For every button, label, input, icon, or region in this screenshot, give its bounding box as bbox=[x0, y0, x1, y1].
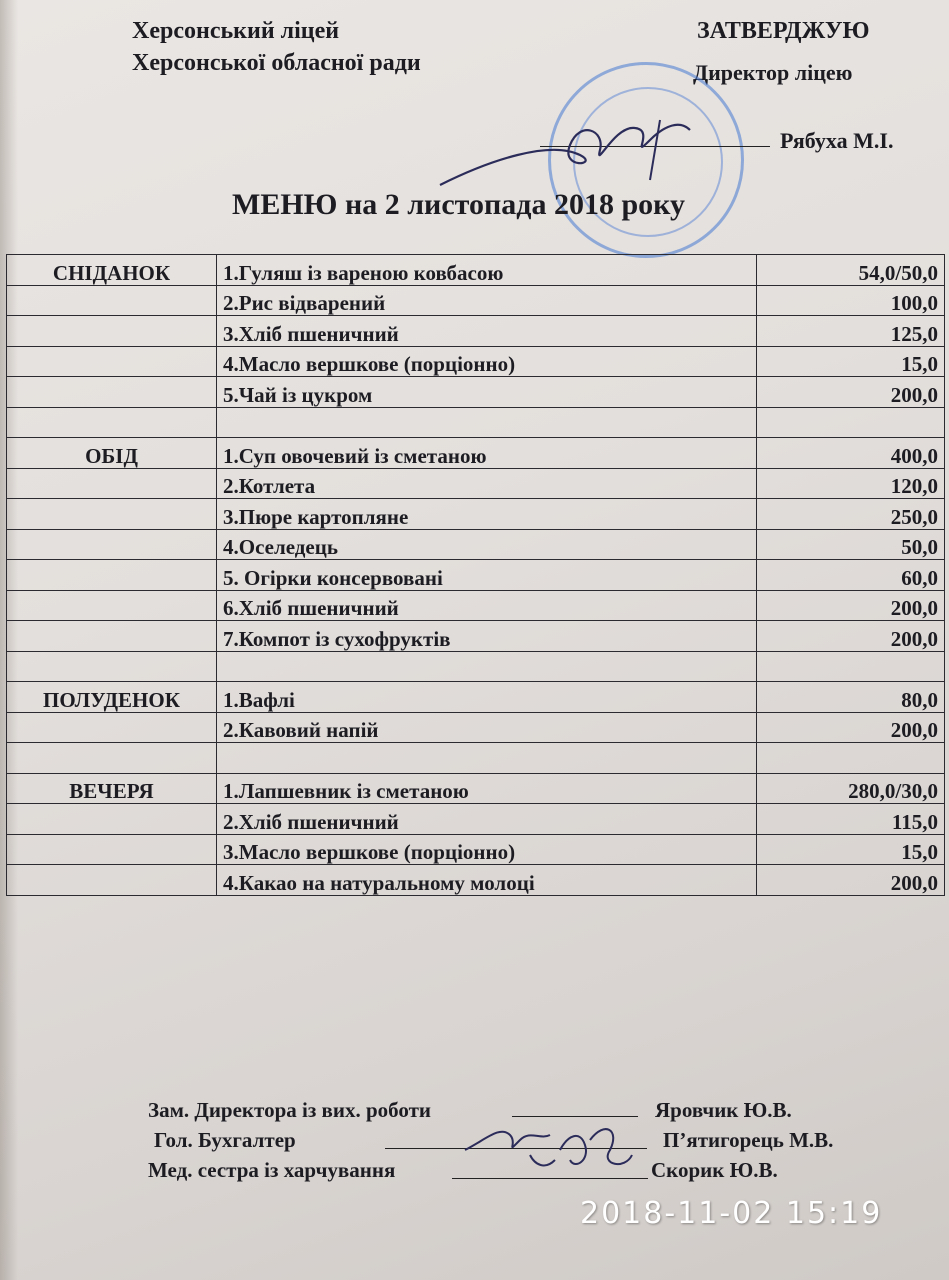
amount-cell: 60,0 bbox=[757, 560, 945, 591]
amount-cell bbox=[757, 407, 945, 438]
meal-cell bbox=[7, 834, 217, 865]
menu-row bbox=[7, 499, 945, 530]
menu-row bbox=[7, 621, 945, 652]
menu-row bbox=[7, 743, 945, 774]
menu-row bbox=[7, 560, 945, 591]
amount-cell: 50,0 bbox=[757, 529, 945, 560]
amount-cell: 200,0 bbox=[757, 377, 945, 408]
dish-cell: 5. Огірки консервовані bbox=[217, 560, 757, 591]
amount-cell: 54,0/50,0 bbox=[757, 255, 945, 286]
meal-cell bbox=[7, 651, 217, 682]
meal-cell bbox=[7, 621, 217, 652]
amount-cell: 200,0 bbox=[757, 621, 945, 652]
amount-cell: 125,0 bbox=[757, 316, 945, 347]
amount-cell: 200,0 bbox=[757, 865, 945, 896]
footer-role-accountant: Гол. Бухгалтер bbox=[154, 1128, 296, 1152]
amount-cell: 15,0 bbox=[757, 834, 945, 865]
menu-row bbox=[7, 529, 945, 560]
footer-role-deputy: Зам. Директора із вих. роботи bbox=[148, 1098, 432, 1122]
dish-cell: 4.Оселедець bbox=[217, 529, 757, 560]
amount-cell: 400,0 bbox=[757, 438, 945, 469]
amount-cell: 280,0/30,0 bbox=[757, 773, 945, 804]
director-signature bbox=[430, 100, 730, 200]
meal-cell bbox=[7, 316, 217, 347]
dish-cell: 2.Котлета bbox=[217, 468, 757, 499]
director-name: Рябуха М.І. bbox=[780, 128, 894, 153]
photo-timestamp: 2018-11-02 15:19 bbox=[580, 1196, 883, 1231]
dish-cell: 2.Кавовий напій bbox=[217, 712, 757, 743]
meal-cell bbox=[7, 407, 217, 438]
menu-row bbox=[7, 255, 945, 286]
menu-row bbox=[7, 346, 945, 377]
menu-row bbox=[7, 468, 945, 499]
dish-cell: 6.Хліб пшеничний bbox=[217, 590, 757, 621]
meal-cell bbox=[7, 499, 217, 530]
school-name-line2: Херсонської обласної ради bbox=[132, 50, 421, 76]
amount-cell: 80,0 bbox=[757, 682, 945, 713]
dish-cell bbox=[217, 743, 757, 774]
menu-row bbox=[7, 377, 945, 408]
school-name-line1: Херсонський ліцей bbox=[132, 18, 340, 44]
dish-cell: 1.Суп овочевий із сметаною bbox=[217, 438, 757, 469]
approve-label: ЗАТВЕРДЖУЮ bbox=[697, 18, 870, 44]
meal-cell: СНІДАНОК bbox=[7, 255, 217, 286]
menu-row bbox=[7, 651, 945, 682]
dish-cell: 4.Какао на натуральному молоці bbox=[217, 865, 757, 896]
meal-cell bbox=[7, 804, 217, 835]
menu-row bbox=[7, 438, 945, 469]
menu-table bbox=[6, 254, 945, 896]
dish-cell: 3.Масло вершкове (порціонно) bbox=[217, 834, 757, 865]
menu-title: МЕНЮ на 2 листопада 2018 року bbox=[232, 188, 686, 221]
menu-row bbox=[7, 773, 945, 804]
dish-cell: 4.Масло вершкове (порціонно) bbox=[217, 346, 757, 377]
meal-cell bbox=[7, 377, 217, 408]
amount-cell bbox=[757, 651, 945, 682]
menu-row bbox=[7, 712, 945, 743]
footer-name-accountant: П’ятигорець М.В. bbox=[663, 1128, 834, 1152]
dish-cell: 2.Хліб пшеничний bbox=[217, 804, 757, 835]
meal-cell bbox=[7, 865, 217, 896]
meal-cell bbox=[7, 285, 217, 316]
dish-cell bbox=[217, 407, 757, 438]
dish-cell: 5.Чай із цукром bbox=[217, 377, 757, 408]
menu-row bbox=[7, 407, 945, 438]
dish-cell: 7.Компот із сухофруктів bbox=[217, 621, 757, 652]
dish-cell: 2.Рис відварений bbox=[217, 285, 757, 316]
menu-row bbox=[7, 285, 945, 316]
dish-cell: 1.Гуляш із вареною ковбасою bbox=[217, 255, 757, 286]
amount-cell bbox=[757, 743, 945, 774]
menu-row bbox=[7, 682, 945, 713]
meal-cell bbox=[7, 743, 217, 774]
meal-cell bbox=[7, 529, 217, 560]
meal-cell bbox=[7, 346, 217, 377]
meal-cell bbox=[7, 590, 217, 621]
amount-cell: 200,0 bbox=[757, 590, 945, 621]
dish-cell bbox=[217, 651, 757, 682]
dish-cell: 3.Хліб пшеничний bbox=[217, 316, 757, 347]
dish-cell: 3.Пюре картопляне bbox=[217, 499, 757, 530]
meal-cell: ОБІД bbox=[7, 438, 217, 469]
menu-row bbox=[7, 804, 945, 835]
meal-cell bbox=[7, 560, 217, 591]
dish-cell: 1.Вафлі bbox=[217, 682, 757, 713]
amount-cell: 15,0 bbox=[757, 346, 945, 377]
meal-cell: ВЕЧЕРЯ bbox=[7, 773, 217, 804]
director-position: Директор ліцею bbox=[693, 60, 853, 85]
meal-cell: ПОЛУДЕНОК bbox=[7, 682, 217, 713]
footer-role-nurse: Мед. сестра із харчування bbox=[148, 1158, 396, 1182]
footer-name-nurse: Скорик Ю.В. bbox=[651, 1158, 778, 1182]
amount-cell: 200,0 bbox=[757, 712, 945, 743]
menu-row bbox=[7, 590, 945, 621]
meal-cell bbox=[7, 712, 217, 743]
dish-cell: 1.Лапшевник із сметаною bbox=[217, 773, 757, 804]
amount-cell: 115,0 bbox=[757, 804, 945, 835]
meal-cell bbox=[7, 468, 217, 499]
amount-cell: 100,0 bbox=[757, 285, 945, 316]
menu-row bbox=[7, 865, 945, 896]
menu-row bbox=[7, 316, 945, 347]
menu-row bbox=[7, 834, 945, 865]
footer-signature bbox=[460, 1110, 640, 1180]
footer-name-deputy: Яровчик Ю.В. bbox=[655, 1098, 792, 1122]
amount-cell: 250,0 bbox=[757, 499, 945, 530]
amount-cell: 120,0 bbox=[757, 468, 945, 499]
